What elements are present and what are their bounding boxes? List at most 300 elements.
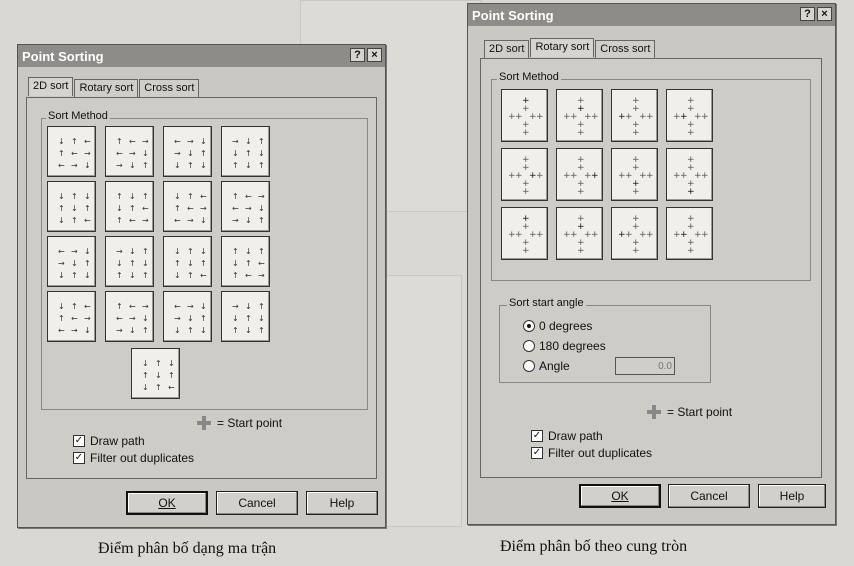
svg-text:↓: ↓ [199, 246, 207, 256]
svg-text:←: ← [231, 203, 239, 213]
svg-text:↑: ↑ [70, 215, 78, 225]
svg-text:→: → [173, 313, 181, 323]
svg-text:←: ← [199, 270, 207, 280]
svg-text:→: → [128, 148, 136, 158]
svg-text:→: → [57, 258, 65, 268]
svg-text:↑: ↑ [70, 270, 78, 280]
svg-text:+: + [576, 186, 585, 197]
svg-text:+: + [679, 111, 688, 122]
svg-text:+: + [700, 229, 709, 240]
right-sort-method-option-2[interactable] [556, 89, 603, 142]
right-filter-check-icon: ✓ [532, 447, 542, 458]
svg-text:↑: ↑ [141, 246, 149, 256]
svg-text:↓: ↓ [244, 325, 252, 335]
right-draw-path-check-icon: ✓ [532, 430, 542, 441]
svg-text:↑: ↑ [141, 191, 149, 201]
svg-text:↓: ↓ [173, 191, 181, 201]
right-sort-method-option-1[interactable] [501, 89, 548, 142]
right-tab-2d-sort[interactable]: 2D sort [484, 40, 529, 59]
svg-text:→: → [199, 203, 207, 213]
right-cancel-button[interactable]: Cancel [668, 484, 750, 508]
svg-text:↓: ↓ [244, 246, 252, 256]
right-sort-method-option-5[interactable] [501, 148, 548, 201]
svg-text:+: + [645, 170, 654, 181]
svg-text:+: + [576, 154, 585, 165]
svg-text:+: + [686, 178, 695, 189]
svg-text:+: + [528, 111, 537, 122]
svg-text:+: + [535, 111, 544, 122]
svg-text:↑: ↑ [244, 148, 252, 158]
left-sort-method-option-5[interactable] [47, 181, 96, 232]
left-sort-method-option-11[interactable] [163, 236, 212, 287]
svg-text:↓: ↓ [244, 136, 252, 146]
left-caption: Điểm phân bố dạng ma trận [98, 540, 277, 557]
svg-text:+: + [583, 111, 592, 122]
svg-text:→: → [231, 136, 239, 146]
svg-text:↑: ↑ [128, 258, 136, 268]
right-close-icon[interactable]: × [817, 7, 832, 21]
svg-text:↓: ↓ [128, 246, 136, 256]
svg-text:+: + [617, 229, 626, 240]
left-sort-method-option-17[interactable] [131, 348, 180, 399]
svg-text:↓: ↓ [167, 358, 175, 368]
right-radio-180-dot [523, 340, 535, 352]
svg-text:↓: ↓ [199, 160, 207, 170]
left-help-icon[interactable]: ? [350, 48, 365, 62]
svg-text:+: + [514, 229, 523, 240]
svg-text:+: + [693, 229, 702, 240]
right-sort-method-option-4[interactable] [666, 89, 713, 142]
svg-text:↓: ↓ [70, 258, 78, 268]
svg-text:+: + [686, 213, 695, 224]
svg-text:↑: ↑ [257, 160, 265, 170]
right-sort-method-option-9[interactable] [501, 207, 548, 260]
svg-text:↓: ↓ [57, 215, 65, 225]
svg-text:+: + [590, 111, 599, 122]
left-sort-method-option-13[interactable] [47, 291, 96, 342]
svg-text:+: + [576, 127, 585, 138]
svg-text:←: ← [83, 136, 91, 146]
left-tab-2d-sort[interactable]: 2D sort [28, 77, 73, 96]
right-radio-0-degrees[interactable]: 0 degrees [523, 319, 592, 333]
svg-text:+: + [617, 111, 626, 122]
svg-text:↑: ↑ [186, 246, 194, 256]
svg-text:↑: ↑ [115, 270, 123, 280]
left-title-bar [18, 45, 385, 67]
svg-text:↑: ↑ [167, 370, 175, 380]
right-sort-method-label: Sort Method [499, 71, 559, 83]
svg-text:←: ← [70, 148, 78, 158]
svg-text:→: → [173, 148, 181, 158]
svg-text:+: + [638, 170, 647, 181]
svg-text:+: + [686, 186, 695, 197]
svg-text:+: + [590, 229, 599, 240]
svg-text:+: + [576, 95, 585, 106]
svg-text:+: + [521, 213, 530, 224]
right-sort-method-grid [501, 89, 713, 260]
svg-text:↓: ↓ [173, 325, 181, 335]
svg-text:↑: ↑ [173, 203, 181, 213]
svg-text:+: + [590, 170, 599, 181]
svg-text:↑: ↑ [257, 215, 265, 225]
svg-text:↑: ↑ [70, 136, 78, 146]
svg-text:+: + [521, 154, 530, 165]
svg-text:↑: ↑ [154, 382, 162, 392]
svg-text:↓: ↓ [141, 148, 149, 158]
svg-text:↑: ↑ [141, 370, 149, 380]
svg-text:+: + [686, 103, 695, 114]
svg-text:↓: ↓ [83, 270, 91, 280]
svg-text:↓: ↓ [70, 203, 78, 213]
svg-text:+: + [631, 95, 640, 106]
left-filter-duplicates-checkbox[interactable]: ✓ Filter out duplicates [74, 451, 195, 465]
svg-text:↓: ↓ [57, 191, 65, 201]
svg-text:↑: ↑ [186, 325, 194, 335]
right-draw-path-checkbox[interactable]: ✓ Draw path [532, 429, 603, 443]
svg-text:+: + [521, 119, 530, 130]
svg-text:↓: ↓ [199, 325, 207, 335]
svg-text:+: + [521, 162, 530, 173]
svg-text:+: + [521, 127, 530, 138]
svg-text:+: + [631, 154, 640, 165]
right-sort-method-option-10[interactable] [556, 207, 603, 260]
svg-text:+: + [569, 170, 578, 181]
right-sort-method-option-12[interactable] [666, 207, 713, 260]
right-radio-0-dot [523, 320, 535, 332]
svg-text:+: + [535, 229, 544, 240]
svg-text:↑: ↑ [115, 191, 123, 201]
svg-text:↑: ↑ [57, 313, 65, 323]
left-sort-method-option-10[interactable] [105, 236, 154, 287]
svg-text:↓: ↓ [141, 258, 149, 268]
svg-text:↓: ↓ [257, 313, 265, 323]
svg-text:↑: ↑ [186, 191, 194, 201]
right-tab-panel [480, 58, 822, 478]
svg-text:→: → [70, 246, 78, 256]
svg-text:+: + [645, 229, 654, 240]
svg-text:+: + [672, 111, 681, 122]
right-tab-rotary-sort[interactable]: Rotary sort [530, 38, 594, 57]
svg-text:→: → [244, 203, 252, 213]
svg-text:+: + [631, 213, 640, 224]
svg-text:+: + [631, 186, 640, 197]
svg-text:↓: ↓ [128, 191, 136, 201]
svg-text:↓: ↓ [115, 203, 123, 213]
svg-text:↑: ↑ [199, 313, 207, 323]
svg-text:+: + [514, 170, 523, 181]
svg-text:→: → [70, 325, 78, 335]
svg-text:→: → [257, 191, 265, 201]
svg-text:→: → [186, 215, 194, 225]
svg-text:+: + [576, 103, 585, 114]
right-start-point-legend: = Start point [647, 405, 732, 419]
svg-text:→: → [141, 301, 149, 311]
svg-text:←: ← [244, 191, 252, 201]
svg-text:+: + [528, 229, 537, 240]
svg-text:+: + [631, 178, 640, 189]
svg-text:↑: ↑ [186, 270, 194, 280]
svg-text:+: + [562, 229, 571, 240]
svg-text:↓: ↓ [115, 258, 123, 268]
svg-text:+: + [562, 111, 571, 122]
svg-text:↓: ↓ [199, 301, 207, 311]
svg-text:↓: ↓ [244, 301, 252, 311]
svg-text:←: ← [128, 301, 136, 311]
svg-text:←: ← [141, 203, 149, 213]
svg-text:+: + [521, 237, 530, 248]
svg-text:↓: ↓ [257, 148, 265, 158]
left-start-point-icon [197, 416, 211, 430]
svg-text:→: → [141, 136, 149, 146]
svg-text:←: ← [70, 313, 78, 323]
svg-text:+: + [507, 170, 516, 181]
svg-text:←: ← [83, 301, 91, 311]
svg-text:↑: ↑ [257, 325, 265, 335]
svg-text:+: + [576, 237, 585, 248]
right-sort-method-option-6[interactable] [556, 148, 603, 201]
svg-text:+: + [583, 170, 592, 181]
svg-text:+: + [576, 213, 585, 224]
svg-text:→: → [115, 246, 123, 256]
svg-text:↑: ↑ [83, 258, 91, 268]
svg-text:←: ← [128, 215, 136, 225]
svg-text:←: ← [57, 325, 65, 335]
left-tab-rotary-sort[interactable]: Rotary sort [74, 79, 138, 98]
svg-text:+: + [521, 245, 530, 256]
svg-text:→: → [115, 160, 123, 170]
svg-text:+: + [700, 170, 709, 181]
svg-text:+: + [686, 127, 695, 138]
svg-text:←: ← [244, 270, 252, 280]
right-ok-button[interactable]: OK [579, 484, 661, 508]
right-radio-180-degrees[interactable]: 180 degrees [523, 339, 606, 353]
svg-text:+: + [693, 111, 702, 122]
left-sort-method-label: Sort Method [48, 110, 108, 122]
svg-text:↓: ↓ [173, 270, 181, 280]
svg-text:+: + [576, 119, 585, 130]
svg-text:←: ← [115, 148, 123, 158]
left-draw-path-check-icon: ✓ [74, 435, 84, 446]
svg-text:←: ← [173, 215, 181, 225]
left-sort-method-option-12[interactable] [221, 236, 270, 287]
svg-text:↓: ↓ [83, 325, 91, 335]
svg-text:↑: ↑ [257, 136, 265, 146]
svg-text:↑: ↑ [231, 191, 239, 201]
svg-text:+: + [631, 103, 640, 114]
svg-text:+: + [583, 229, 592, 240]
right-sort-method-option-7[interactable] [611, 148, 658, 201]
svg-text:↑: ↑ [141, 270, 149, 280]
svg-text:↑: ↑ [83, 203, 91, 213]
svg-text:↑: ↑ [244, 258, 252, 268]
left-sort-method-option-16[interactable] [221, 291, 270, 342]
svg-text:↑: ↑ [257, 301, 265, 311]
right-sort-method-option-3[interactable] [611, 89, 658, 142]
svg-text:+: + [514, 111, 523, 122]
svg-text:↑: ↑ [57, 203, 65, 213]
right-angle-input[interactable]: 0.0 [615, 357, 675, 375]
svg-text:↑: ↑ [128, 203, 136, 213]
svg-text:↓: ↓ [186, 313, 194, 323]
svg-text:→: → [186, 301, 194, 311]
svg-text:→: → [231, 215, 239, 225]
svg-text:↓: ↓ [83, 246, 91, 256]
svg-text:↓: ↓ [231, 313, 239, 323]
svg-text:↑: ↑ [115, 136, 123, 146]
svg-text:↑: ↑ [231, 246, 239, 256]
right-help-icon[interactable]: ? [800, 7, 815, 21]
svg-text:↓: ↓ [199, 136, 207, 146]
right-tab-cross-sort[interactable]: Cross sort [595, 40, 655, 59]
svg-text:↑: ↑ [115, 301, 123, 311]
svg-text:+: + [679, 229, 688, 240]
right-sort-method-option-11[interactable] [611, 207, 658, 260]
svg-text:+: + [507, 229, 516, 240]
svg-text:↓: ↓ [199, 215, 207, 225]
svg-text:+: + [624, 111, 633, 122]
svg-text:←: ← [173, 301, 181, 311]
svg-text:↓: ↓ [141, 382, 149, 392]
svg-text:+: + [521, 95, 530, 106]
svg-text:←: ← [199, 191, 207, 201]
svg-text:→: → [257, 270, 265, 280]
left-close-icon[interactable]: × [367, 48, 382, 62]
left-sort-method-option-2[interactable] [105, 126, 154, 177]
left-sort-method-option-14[interactable] [105, 291, 154, 342]
left-draw-path-checkbox[interactable]: ✓ Draw path [74, 434, 145, 448]
svg-text:+: + [638, 229, 647, 240]
svg-text:↑: ↑ [115, 215, 123, 225]
svg-text:↓: ↓ [231, 148, 239, 158]
svg-text:←: ← [173, 136, 181, 146]
svg-text:↑: ↑ [186, 160, 194, 170]
right-point-sorting-dialog [467, 3, 836, 525]
right-title-bar [468, 4, 835, 26]
svg-text:→: → [83, 313, 91, 323]
right-caption: Điểm phân bố theo cung tròn [500, 538, 688, 555]
svg-text:↑: ↑ [57, 148, 65, 158]
left-start-point-legend: = Start point [197, 416, 282, 430]
svg-text:↓: ↓ [57, 270, 65, 280]
left-sort-method-option-8[interactable] [221, 181, 270, 232]
svg-text:↑: ↑ [257, 246, 265, 256]
left-cancel-button[interactable]: Cancel [216, 491, 298, 515]
svg-text:+: + [535, 170, 544, 181]
svg-text:↓: ↓ [154, 370, 162, 380]
svg-text:↓: ↓ [186, 148, 194, 158]
svg-text:↑: ↑ [70, 191, 78, 201]
svg-text:+: + [679, 170, 688, 181]
svg-text:+: + [686, 119, 695, 130]
svg-text:+: + [700, 111, 709, 122]
svg-text:+: + [631, 237, 640, 248]
left-filter-check-icon: ✓ [74, 452, 84, 463]
svg-text:+: + [631, 221, 640, 232]
svg-text:+: + [521, 221, 530, 232]
svg-text:+: + [631, 127, 640, 138]
svg-text:←: ← [57, 160, 65, 170]
svg-text:↑: ↑ [199, 148, 207, 158]
svg-text:↑: ↑ [141, 325, 149, 335]
left-help-button[interactable]: Help [306, 491, 378, 515]
svg-text:+: + [631, 162, 640, 173]
svg-text:↓: ↓ [128, 160, 136, 170]
svg-text:+: + [562, 170, 571, 181]
svg-text:↑: ↑ [231, 160, 239, 170]
svg-text:↑: ↑ [141, 160, 149, 170]
left-dialog-title: Point Sorting [22, 48, 104, 64]
svg-text:+: + [693, 170, 702, 181]
svg-text:+: + [521, 103, 530, 114]
svg-text:+: + [617, 170, 626, 181]
svg-text:+: + [569, 111, 578, 122]
svg-text:→: → [70, 160, 78, 170]
svg-text:←: ← [128, 136, 136, 146]
left-sort-method-option-3[interactable] [163, 126, 212, 177]
left-sort-method-option-15[interactable] [163, 291, 212, 342]
right-help-button[interactable]: Help [758, 484, 826, 508]
left-sort-method-option-7[interactable] [163, 181, 212, 232]
svg-text:↑: ↑ [154, 358, 162, 368]
right-dialog-title: Point Sorting [472, 7, 554, 23]
svg-text:→: → [83, 148, 91, 158]
svg-text:↓: ↓ [231, 258, 239, 268]
svg-text:↓: ↓ [244, 160, 252, 170]
svg-text:↓: ↓ [83, 160, 91, 170]
svg-text:+: + [576, 221, 585, 232]
svg-text:→: → [128, 313, 136, 323]
svg-text:+: + [521, 178, 530, 189]
svg-text:↑: ↑ [231, 270, 239, 280]
left-tab-cross-sort[interactable]: Cross sort [139, 79, 199, 98]
svg-text:↓: ↓ [257, 203, 265, 213]
svg-text:+: + [528, 170, 537, 181]
left-sort-method-option-6[interactable] [105, 181, 154, 232]
svg-text:↓: ↓ [128, 325, 136, 335]
svg-text:↑: ↑ [173, 258, 181, 268]
right-sort-method-option-8[interactable] [666, 148, 713, 201]
svg-text:+: + [624, 170, 633, 181]
left-ok-button[interactable]: OK [126, 491, 208, 515]
svg-text:+: + [645, 111, 654, 122]
svg-text:+: + [672, 170, 681, 181]
svg-text:↑: ↑ [244, 313, 252, 323]
svg-text:+: + [576, 178, 585, 189]
left-sort-method-option-1[interactable] [47, 126, 96, 177]
svg-text:↓: ↓ [57, 301, 65, 311]
svg-text:+: + [576, 162, 585, 173]
svg-text:↓: ↓ [244, 215, 252, 225]
right-radio-angle[interactable]: Angle [523, 359, 570, 373]
left-sort-method-option-9[interactable] [47, 236, 96, 287]
svg-text:+: + [631, 245, 640, 256]
left-sort-method-option-4[interactable] [221, 126, 270, 177]
svg-text:↓: ↓ [173, 246, 181, 256]
svg-text:+: + [631, 119, 640, 130]
left-sort-method-grid [47, 126, 270, 342]
svg-text:↓: ↓ [173, 160, 181, 170]
svg-text:←: ← [83, 215, 91, 225]
svg-text:↑: ↑ [70, 301, 78, 311]
svg-text:+: + [686, 237, 695, 248]
svg-text:↓: ↓ [57, 136, 65, 146]
svg-text:↓: ↓ [141, 313, 149, 323]
svg-text:↓: ↓ [141, 358, 149, 368]
right-filter-duplicates-checkbox[interactable]: ✓ Filter out duplicates [532, 446, 653, 460]
svg-text:←: ← [186, 203, 194, 213]
svg-text:+: + [686, 154, 695, 165]
svg-text:+: + [576, 245, 585, 256]
